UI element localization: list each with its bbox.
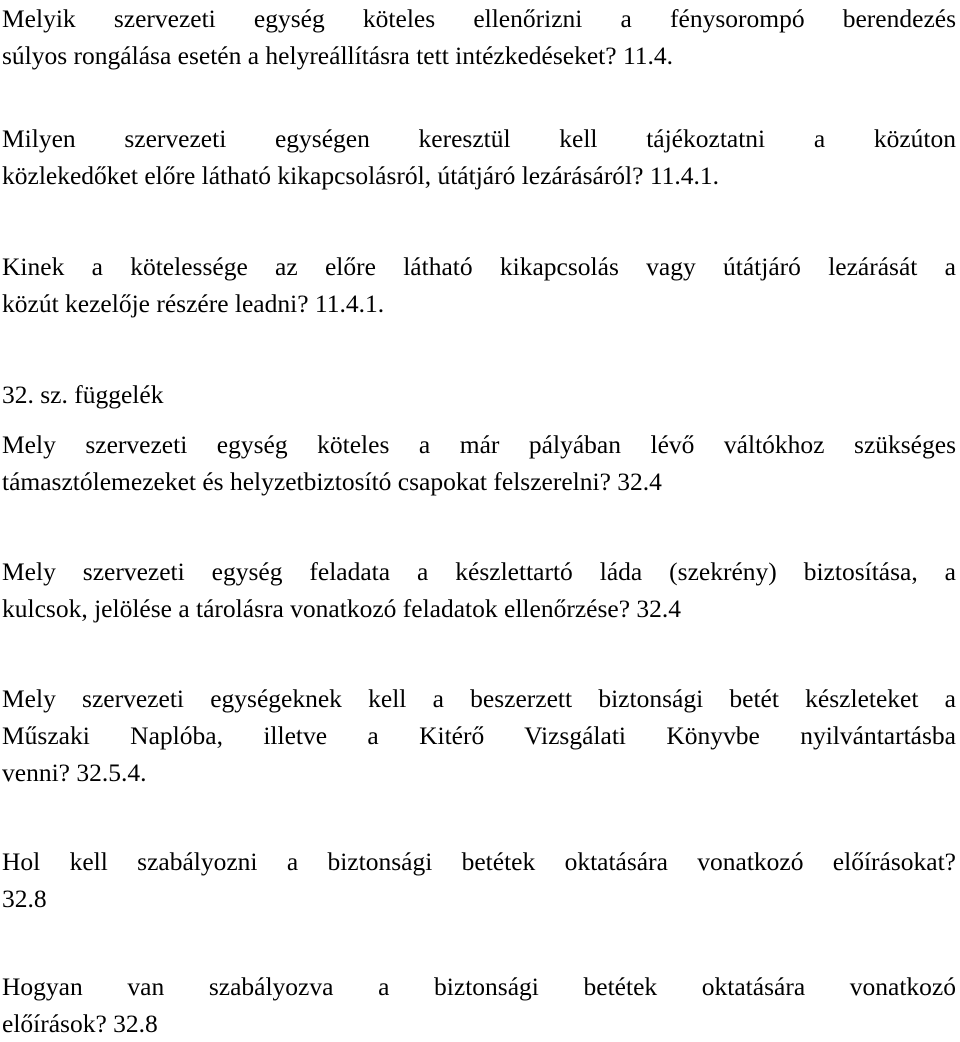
text-line: 32. sz. függelék xyxy=(2,380,164,409)
question-paragraph-6 xyxy=(2,680,956,791)
question-paragraph-8 xyxy=(2,968,956,1042)
text-line: Melyik szervezeti egység köteles ellenőrizni a fénysorompó berendezés xyxy=(2,4,956,33)
question-paragraph-1 xyxy=(2,0,956,74)
text-line: súlyos rongálása esetén a helyreállításra tett intézkedéseket? 11.4. xyxy=(2,41,673,70)
question-paragraph-2 xyxy=(2,120,956,194)
text-line: Kinek a kötelessége az előre látható kikapcsolás vagy útátjáró lezárását a xyxy=(2,252,956,281)
text-line: venni? 32.5.4. xyxy=(2,758,147,787)
text-line: közlekedőket előre látható kikapcsolásról, útátjáró lezárásáról? 11.4.1. xyxy=(2,161,720,190)
text-line: Mely szervezeti egység köteles a már pályában lévő váltókhoz szükséges xyxy=(2,430,956,459)
question-paragraph-7 xyxy=(2,843,956,917)
text-line: előírások? 32.8 xyxy=(2,1009,158,1038)
appendix-heading xyxy=(2,376,956,413)
text-line: Hol kell szabályozni a biztonsági betétek oktatására vonatkozó előírásokat? xyxy=(2,847,956,876)
text-line: Mely szervezeti egység feladata a készlettartó láda (szekrény) biztosítása, a xyxy=(2,557,956,586)
text-line: 32.8 xyxy=(2,884,47,913)
text-line: Műszaki Naplóba, illetve a Kitérő Vizsgálati Könyvbe nyilvántartásba xyxy=(2,721,956,750)
text-line: Milyen szervezeti egységen keresztül kell tájékoztatni a közúton xyxy=(2,124,956,153)
text-line: támasztólemezeket és helyzetbiztosító csapokat felszerelni? 32.4 xyxy=(2,467,662,496)
text-line: Hogyan van szabályozva a biztonsági betétek oktatására vonatkozó xyxy=(2,972,956,1001)
question-paragraph-3 xyxy=(2,248,956,322)
text-line: kulcsok, jelölése a tárolásra vonatkozó feladatok ellenőrzése? 32.4 xyxy=(2,594,682,623)
text-line: közút kezelője részére leadni? 11.4.1. xyxy=(2,289,385,318)
text-line: Mely szervezeti egységeknek kell a beszerzett biztonsági betét készleteket a xyxy=(2,684,956,713)
question-paragraph-4 xyxy=(2,426,956,500)
question-paragraph-5 xyxy=(2,553,956,627)
